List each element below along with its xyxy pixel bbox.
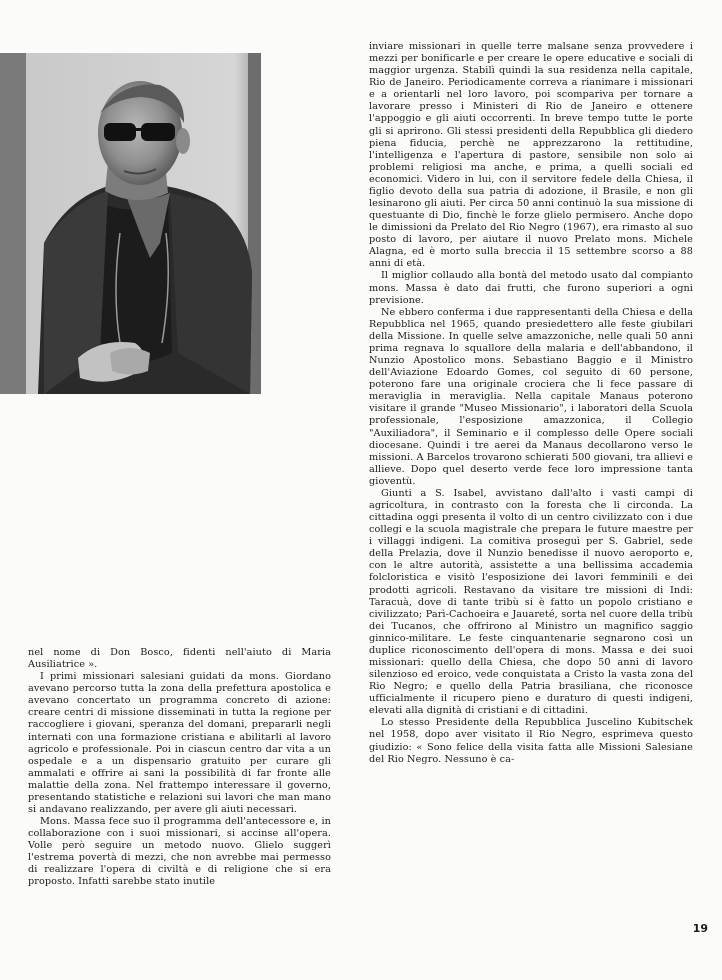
- portrait-photo: [0, 53, 261, 394]
- page-number: 19: [692, 922, 708, 935]
- paragraph: nel nome di Don Bosco, fidenti nell'aiuto di Maria Ausiliatrice ».: [28, 647, 331, 671]
- paragraph: Ne ebbero conferma i due rappresentanti della Chiesa e della Repubblica nel 1965, quando presiedettero alle feste giubilari della Missione. In quelle selve amazzoniche, nelle quali 50 anni prima regnava lo squallore della malaria e dell'abbandono, il Nunzio Apostolico mons. Sebastiano Baggio e il Ministro dell'Aviazione Edoardo Gomes, col seguito di 60 persone, poterono fare una originale crociera che li fece passare di meraviglia in meraviglia. Nella capitale Manaus poterono visitare il grande "Museo Missionario", i laboratori della Scuola professionale, l'esposizione amazzonica, il Collegio "Auxiliadora", il Seminario e il complesso delle Opere sociali diocesane. Quindi i tre aerei da Manaus decollarono verso le missioni. A Barcelos trovarono schierati 500 giovani, tra allievi e allieve. Dopo quel deserto verde fece loro impressione tanta gioventù.: [369, 306, 693, 487]
- paragraph: inviare missionari in quelle terre malsane senza provvedere i mezzi per bonificarle e per creare le opere educative e sociali di maggior urgenza. Stabilì quindi la sua residenza nella capitale, Rio de Janeiro. Periodicamente correva a rianimare i missionari e a orientarli nel loro lavoro, poi scompariva per tornare a lavorare presso i Ministeri di Rio de Janeiro e ottenere l'appoggio e gli aiuti occorrenti. In breve tempo tutte le porte gli si aprirono. Gli stessi presidenti della Repubblica gli diedero piena fiducia, perchè ne apprezzarono la rettitudine, l'intelligenza e l'apertura di pastore, sensibile non solo ai problemi religiosi ma anche, e prima, a quelli sociali ed economici. Videro in lui, con il servitore fedele della Chiesa, il figlio devoto della sua patria di adozione, il Brasile, e non gli lesinarono gli aiuti. Per circa 50 anni continuò la sua missione di questuante di Dio, finchè le forze glielo permisero. Anche dopo le dimissioni da Prelato del Rio Negro (1967), era rimasto al suo posto di lavoro, per aiutare il nuovo Prelato mons. Michele Alagna, ed è morto sulla breccia il 15 settembre scorso a 88 anni di età.: [369, 41, 693, 270]
- left-text-column: [28, 647, 331, 889]
- paragraph: Lo stesso Presidente della Repubblica Juscelino Kubitschek nel 1958, dopo aver visitato il Rio Negro, esprimeva questo giudizio: « Sono felice della visita fatta alle Missioni Salesiane del Rio Negro. Nessuno è ca-: [369, 717, 693, 765]
- paragraph: I primi missionari salesiani guidati da mons. Giordano avevano percorso tutta la zona della prefettura apostolica e avevano concertato un programma concreto di azione: creare centri di missione disseminati in tutta la regione per raccogliere i giovani, speranza del domani, prepararli negli internati con una formazione cristiana e abilitarli al lavoro agricolo e professionale. Poi in ciascun centro dar vita a un ospedale e a un dispensario gratuito per curare gli ammalati e offrire ai sani la possibilità di far fronte alle malattie della zona. Nel frattempo interessare il governo, presentando statistiche e relazioni sui lavori che man mano si andavano realizzando, per avere gli aiuti necessari.: [28, 671, 331, 816]
- right-text-column: [369, 41, 693, 766]
- paragraph: Giunti a S. Isabel, avvistano dall'alto i vasti campi di agricoltura, in contrasto con la foresta che li circonda. La cittadina oggi presenta il volto di un centro civilizzato con i due collegi e la scuola magistrale che prepara le future maestre per i villaggi indigeni. La comitiva proseguì per S. Gabriel, sede della Prelazia, dove il Nunzio benedisse il nuovo aeroporto e, con le altre autorità, assistette a una bellissima accademia folcloristica e visitò l'esposizione dei lavori femminili e dei prodotti agricoli. Restavano da visitare tre missioni di Indi: Taracuà, dove di tante tribù si è fatto un popolo cristiano e civilizzato; Parì-Cachoeira e Jauareté, sorta nel cuore della tribù dei Tucanos, che offrirono al Ministro un magnifico saggio ginnico-militare. Le feste cinquantenarie segnarono così un duplice riconoscimento dell'opera di mons. Massa e dei suoi missionari: quello della Chiesa, che dopo 50 anni di lavoro silenzioso ed eroico, vede conquistata a Cristo la vasta zona del Rio Negro; e quello della Patria brasiliana, che riconosce ufficialmente il ricupero pieno e duraturo di questi indigeni, elevati alla dignità di cristiani e di cittadini.: [369, 487, 693, 717]
- paragraph: Mons. Massa fece suo il programma dell'antecessore e, in collaborazione con i suoi missionari, si accinse all'opera. Volle però seguire un metodo nuovo. Glielo suggerì l'estrema povertà di mezzi, che non avrebbe mai permesso di realizzare l'opera di civiltà e di religione che si era proposto. Infatti sarebbe stato inutile: [28, 816, 331, 888]
- paragraph: Il miglior collaudo alla bontà del metodo usato dal compianto mons. Massa è dato dai frutti, che furono superiori a ogni previsione.: [369, 270, 693, 306]
